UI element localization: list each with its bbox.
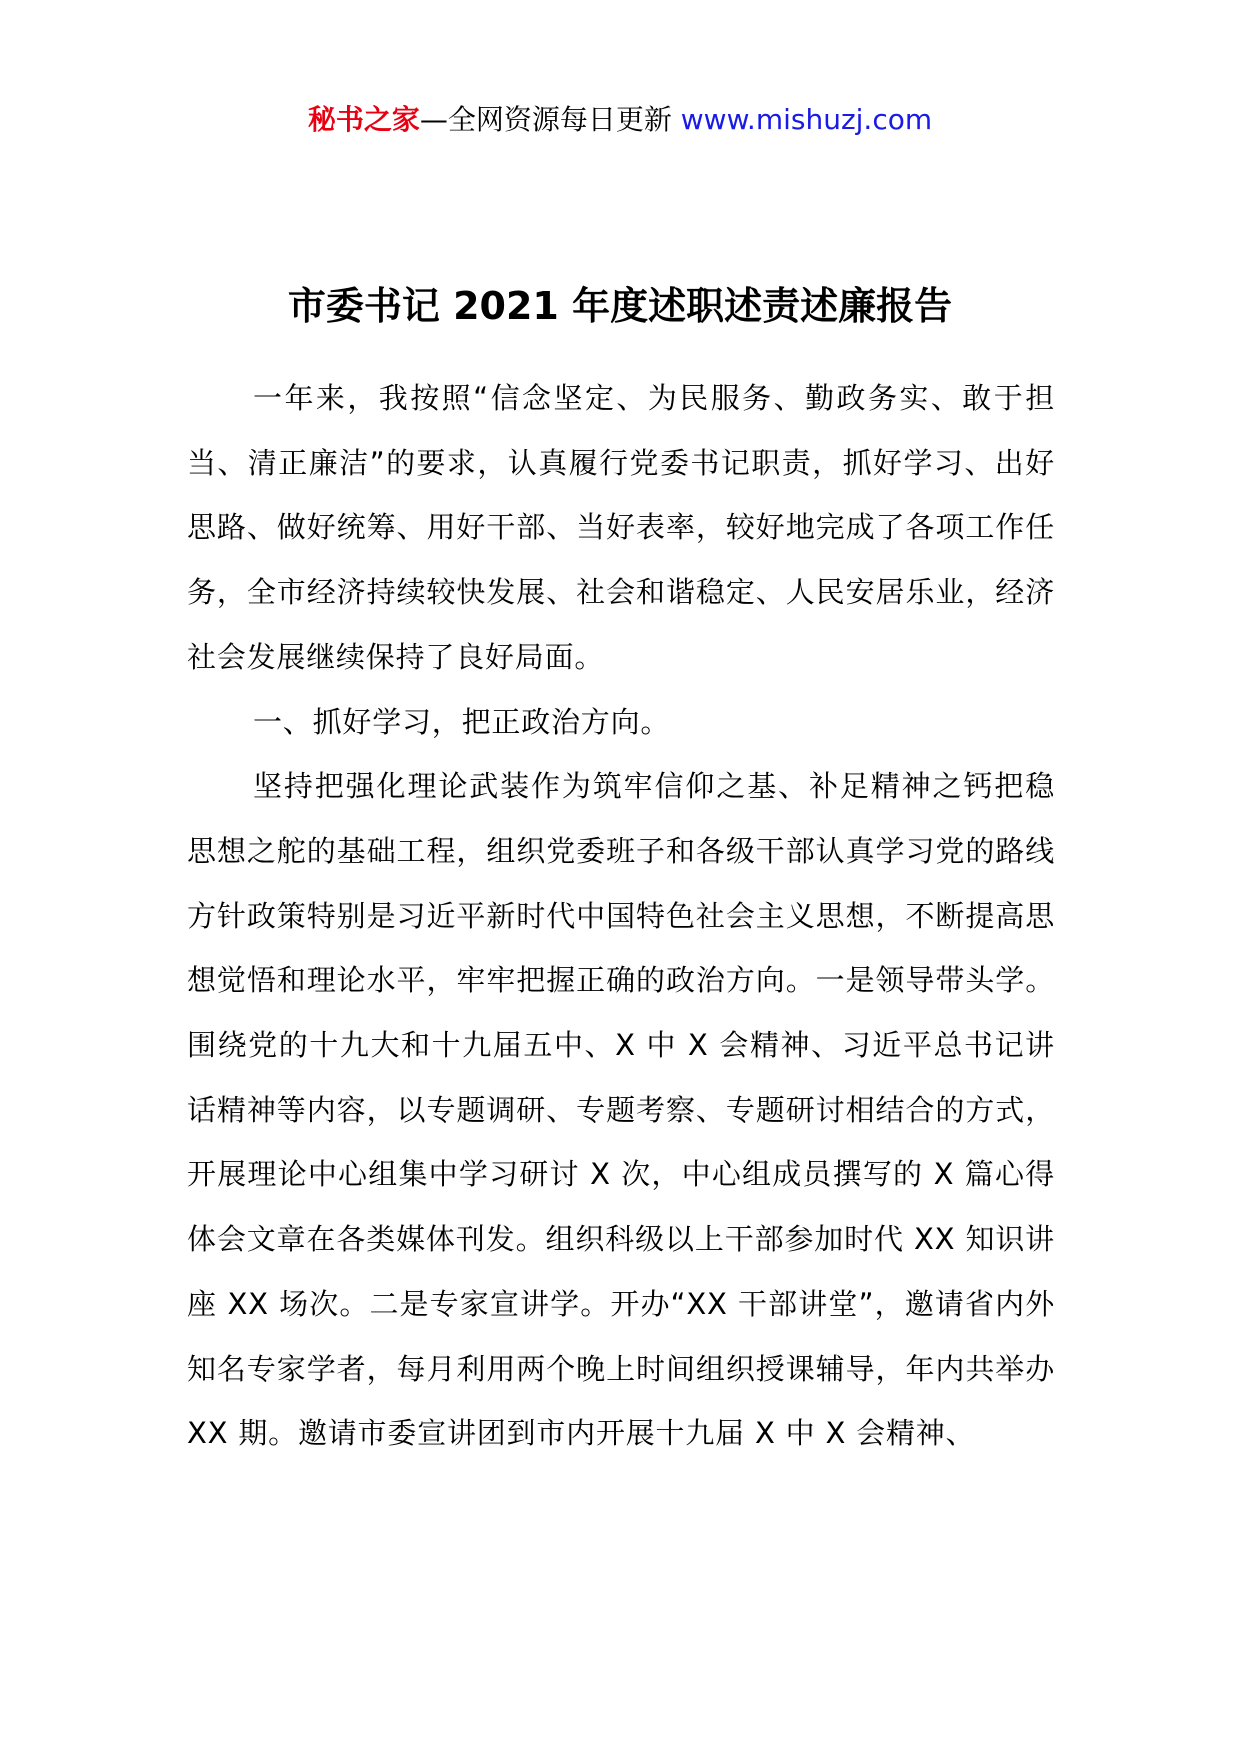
site-url-link[interactable]: www.mishuzj.com <box>680 103 933 136</box>
site-banner <box>0 100 1240 140</box>
document-body <box>187 366 1055 1466</box>
site-brand: 秘书之家 <box>307 103 420 136</box>
paragraph-intro: 一年来，我按照“信念坚定、为民服务、勤政务实、敢于担当、清正廉洁”的要求，认真履行党委书记职责，抓好学习、出好思路、做好统筹、用好干部、当好表率，较好地完成了各项工作任务，全市经济持续较快发展、社会和谐稳定、人民安居乐业，经济社会发展继续保持了良好局面。 <box>187 381 1055 674</box>
section-heading-1: 一、抓好学习，把正政治方向。 <box>253 704 671 739</box>
document-title: 市委书记 2021 年度述职述责述廉报告 <box>287 284 953 328</box>
paragraph-section-1: 坚持把强化理论武装作为筑牢信仰之基、补足精神之钙把稳思想之舵的基础工程，组织党委班子和各级干部认真学习党的路线方针政策特别是习近平新时代中国特色社会主义思想，不断提高思想觉悟和理论水平，牢牢把握正确的政治方向。一是领导带头学。围绕党的十九大和十九届五中、X 中 X 会精神、习近平总书记讲话精神等内容，以专题调研、专题考察、专题研讨相结合的方式，开展理论中心组集中学习研讨 X 次，中心组成员撰写的 X 篇心得体会文章在各类媒体刊发。组织科级以上干部参加时代 XX 知识讲座 XX 场次。二是专家宣讲学。开办“XX 干部讲堂”，邀请省内外知名专家学者，每月利用两个晚上时间组织授课辅导，年内共举办 XX 期。邀请市委宣讲团到市内开展十九届 X 中 X 会精神、 <box>187 769 1055 1451</box>
site-tagline: —全网资源每日更新 <box>419 103 681 136</box>
